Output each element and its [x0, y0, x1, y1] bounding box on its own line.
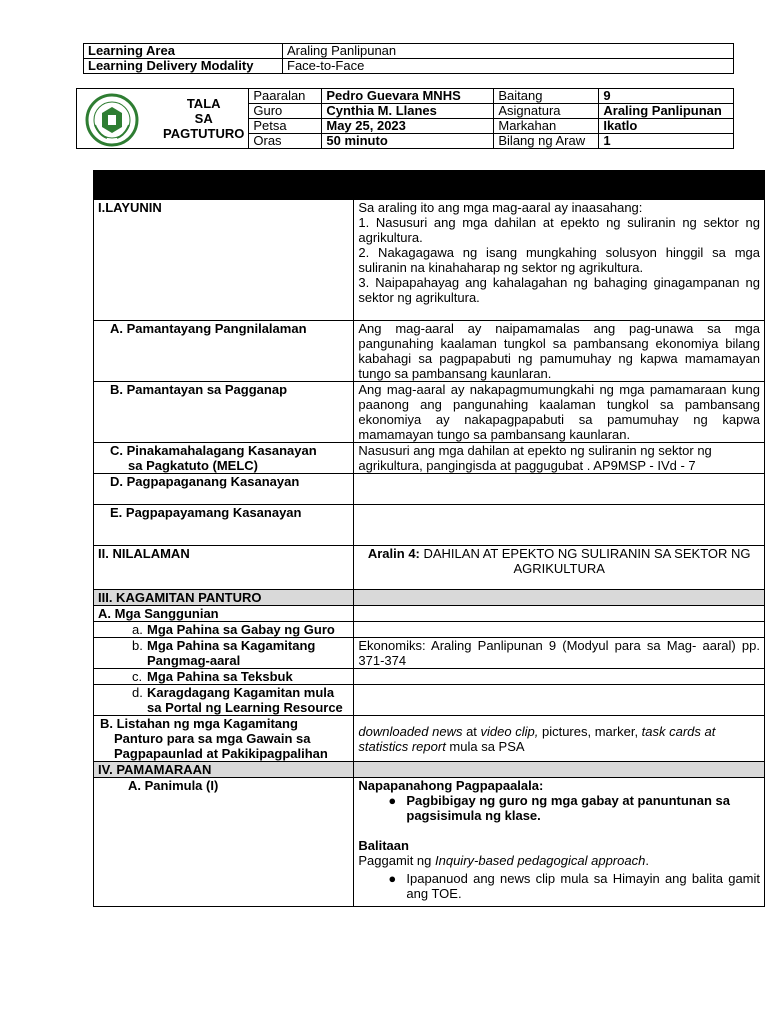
- teksbuk-row: [94, 669, 765, 685]
- guro-value: Cynthia M. Llanes: [322, 104, 494, 119]
- melc-label: C. Pinakamahalagang Kasanayan sa Pagkatuto (MELC): [94, 443, 354, 474]
- pamantayang-pangnilalaman-text: Ang mag-aaral ay naipamamalas ang pag-unawa sa mga pangunahing kaalaman tungkol sa pambansang ekonomiya bilang kabahagi sa pagpapabuti ng pamumuhay ng kapwa mamamayan tungo sa pambansang kaunlaran.: [354, 321, 765, 382]
- bullet-item: ● Pagbibigay ng guro ng mga gabay at panuntunan sa pagsisimula ng klase.: [388, 793, 730, 823]
- bullet-item: ● Ipapanuod ang news clip mula sa Himayin ang balita gamit ang TOE.: [388, 871, 760, 901]
- header-table: [76, 88, 734, 149]
- gabay-guro-label: a. Mga Pahina sa Gabay ng Guro: [94, 622, 354, 638]
- sanggunian-label: A. Mga Sanggunian: [94, 606, 354, 622]
- pamantayan-pagganap-label: B. Pamantayan sa Pagganap: [94, 382, 354, 443]
- sanggunian-row: [94, 606, 765, 622]
- learning-area-value: Araling Panlipunan: [283, 44, 734, 59]
- panimula-content: Napapanahong Pagpapaalala: ● Pagbibigay ng guro ng mga gabay at panuntunan sa pagsisimula ng klase. Balitaan Paggamit ng Inquiry-based pedagogical approach. ● Ipapanuod ang news clip mula sa Himayin ang balita gamit ang TOE.: [354, 778, 765, 907]
- paaralan-value: Pedro Guevara MNHS: [322, 89, 494, 104]
- pagpapaganang-value: [354, 474, 765, 505]
- bilang-label: Bilang ng Araw: [494, 134, 599, 149]
- oras-value: 50 minuto: [322, 134, 494, 149]
- modality-value: Face-to-Face: [283, 59, 734, 74]
- header-band: [94, 171, 765, 200]
- kagamitan-row: [94, 590, 765, 606]
- nilalaman-row: [94, 546, 765, 590]
- pamantayan-pagganap-text: Ang mag-aaral ay nakapagmumungkahi ng mga pamamaraan kung paanong ang pangunahing kaalaman tungkol sa pambansang ekonomiya ay nakapagpapabuti sa pamumuhay ng kapwa mamamayan tungo sa pambansang kaunlaran.: [354, 382, 765, 443]
- learning-area-label: Learning Area: [84, 44, 283, 59]
- petsa-value: May 25, 2023: [322, 119, 494, 134]
- nilalaman-label: II. NILALAMAN: [94, 546, 354, 590]
- pamamaraan-row: [94, 762, 765, 778]
- top-info-table: [83, 43, 734, 74]
- listahan-value: downloaded news at video clip, pictures, marker, task cards at statistics report mula sa PSA: [354, 716, 765, 762]
- kagamitang-pangmag-aaral-value: Ekonomiks: Araling Panlipunan 9 (Modyul para sa Mag- aaral) pp. 371-374: [354, 638, 765, 669]
- asignatura-label: Asignatura: [494, 104, 599, 119]
- karagdagang-kagamitan-row: [94, 685, 765, 716]
- panimula-row: [94, 778, 765, 907]
- school-logo-cell: [77, 89, 160, 149]
- kagamitan-label: III. KAGAMITAN PANTURO: [94, 590, 354, 606]
- baitang-value: 9: [599, 89, 734, 104]
- bullet-icon: ●: [388, 871, 397, 886]
- pagpapayamang-label: E. Pagpapayamang Kasanayan: [94, 505, 354, 546]
- pamantayang-pangnilalaman-row: [94, 321, 765, 382]
- guro-label: Guro: [249, 104, 322, 119]
- paggamit-line: Paggamit ng Inquiry-based pedagogical approach.: [358, 853, 649, 868]
- paaralan-label: Paaralan: [249, 89, 322, 104]
- pagpapaganang-row: [94, 474, 765, 505]
- pamantayan-pagganap-row: [94, 382, 765, 443]
- listahan-row: [94, 716, 765, 762]
- gabay-guro-row: [94, 622, 765, 638]
- kagamitang-pangmag-aaral-row: [94, 638, 765, 669]
- melc-row: [94, 443, 765, 474]
- listahan-label: B. Listahan ng mga Kagamitang Panturo para sa mga Gawain sa Pagpapaunlad at Pakikipagpalihan: [94, 716, 354, 762]
- petsa-label: Petsa: [249, 119, 322, 134]
- oras-label: Oras: [249, 134, 322, 149]
- tala-sa-pagtuturo: TALA SA PAGTUTURO: [159, 89, 249, 149]
- layunin-row: [94, 200, 765, 321]
- bilang-value: 1: [599, 134, 734, 149]
- lesson-plan-table: [93, 170, 765, 907]
- markahan-label: Markahan: [494, 119, 599, 134]
- panimula-label: A. Panimula (I): [94, 778, 354, 907]
- pagpapaganang-label: D. Pagpapaganang Kasanayan: [94, 474, 354, 505]
- pamantayang-pangnilalaman-label: A. Pamantayang Pangnilalaman: [94, 321, 354, 382]
- asignatura-value: Araling Panlipunan: [599, 104, 734, 119]
- teksbuk-label: c. Mga Pahina sa Teksbuk: [94, 669, 354, 685]
- pagpapayamang-row: [94, 505, 765, 546]
- karagdagang-kagamitan-label: d. Karagdagang Kagamitan mula sa Portal ng Learning Resource: [94, 685, 354, 716]
- melc-text: Nasusuri ang mga dahilan at epekto ng suliranin ng sektor ng agrikultura, pangingisda at paggugubat . AP9MSP - IVd - 7: [354, 443, 765, 474]
- pamamaraan-label: IV. PAMAMARAAN: [94, 762, 354, 778]
- nilalaman-content: Aralin 4: DAHILAN AT EPEKTO NG SULIRANIN SA SEKTOR NG AGRIKULTURA: [354, 546, 765, 590]
- pagpapayamang-value: [354, 505, 765, 546]
- kagamitang-pangmag-aaral-label: b. Mga Pahina sa Kagamitang Pangmag-aaral: [94, 638, 354, 669]
- school-seal-icon: [85, 91, 139, 149]
- baitang-label: Baitang: [494, 89, 599, 104]
- layunin-content: Sa araling ito ang mga mag-aaral ay inaasahang: 1. Nasusuri ang mga dahilan at epekto ng suliranin ng sektor ng agrikultura. 2. Nakagagawa ng isang mungkahing solusyon hinggil sa mga suliranin na kinahaharap ng sektor ng agrikultura. 3. Naipapahayag ang kahalagahan ng bahaging ginagampanan ng sektor ng agrikultura.: [354, 200, 765, 321]
- modality-label: Learning Delivery Modality: [84, 59, 283, 74]
- markahan-value: Ikatlo: [599, 119, 734, 134]
- layunin-label: I.LAYUNIN: [94, 200, 354, 321]
- bullet-icon: ●: [388, 793, 397, 808]
